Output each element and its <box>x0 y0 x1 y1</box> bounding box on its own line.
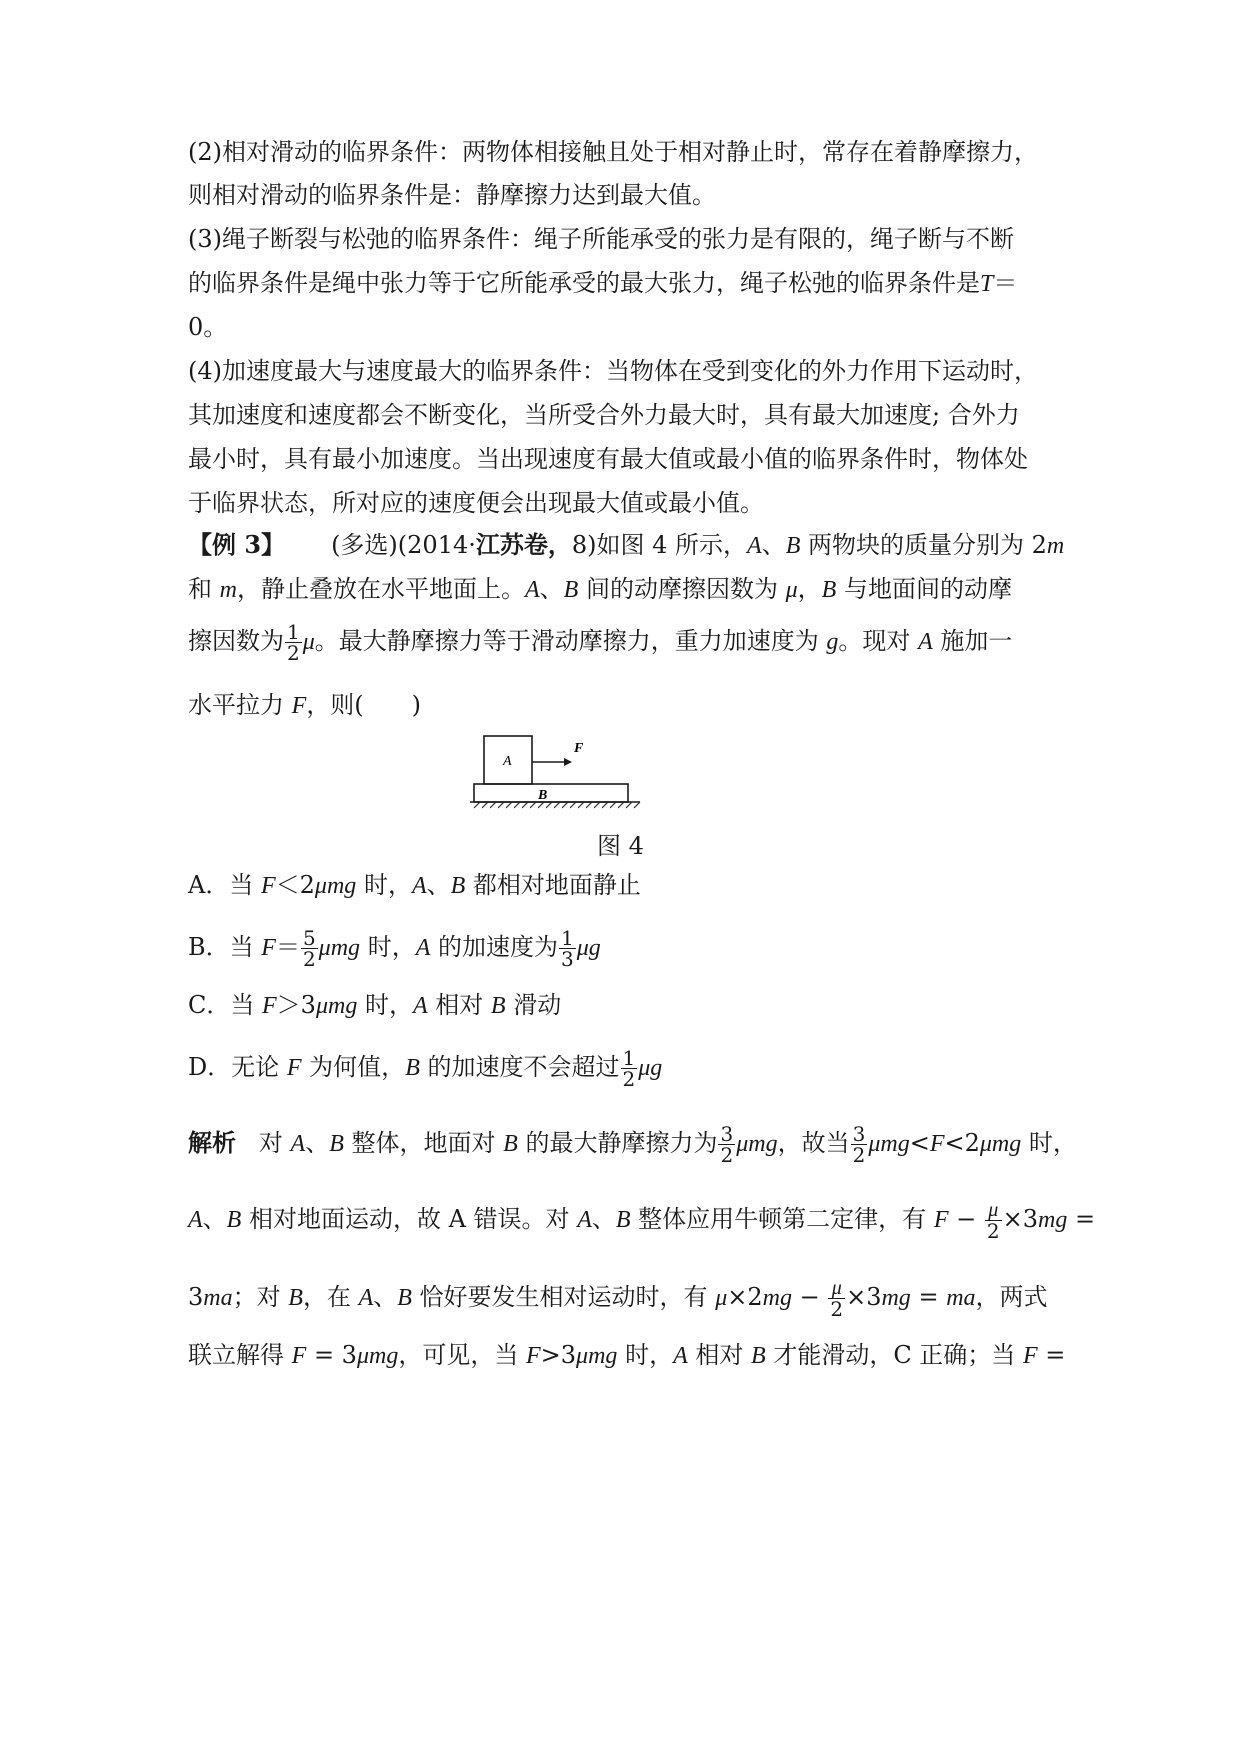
option-a: A．当 F＜2μmg 时，A、B 都相对地面静止 <box>188 871 641 899</box>
ground-hatching <box>474 802 640 808</box>
fraction-five-halves: $\frac{5}{2}$ <box>302 926 316 971</box>
option-c: C．当 F＞3μmg 时，A 相对 B 滑动 <box>188 991 562 1019</box>
para-3-line-3: 0。 <box>188 313 228 341</box>
analysis-line-2: A、B 相对地面运动，故 A 错误。对 A、B 整体应用牛顿第二定律，有 F − $\frac{\mu}{2}$ ×3mg = <box>188 1199 1096 1243</box>
example-line-3: 擦因数为 $\frac{1}{2}$ μ。最大静摩擦力等于滑动摩擦力，重力加速度为 g。现对 A 施加一 <box>188 620 1013 665</box>
force-arrow-head <box>564 758 572 766</box>
example-label: 【例 3】 <box>188 530 286 559</box>
analysis-line-3: 3ma；对 B，在 A、B 恰好要发生相对运动时，有 μ×2mg − $\frac{\mu}{2}$ ×3mg = ma，两式 <box>188 1277 1048 1321</box>
example-line-1: 【例 3】 (多选)(2014·江苏卷，8)如图 4 所示，A、B 两物块的质量分别为 2m <box>188 530 1065 559</box>
fraction-one-half: $\frac{1}{2}$ <box>287 620 300 665</box>
force-label: F <box>574 741 584 756</box>
analysis-line-1: 解析 对 A、B 整体，地面对 B 的最大静摩擦力为 $\frac{3}{2}$ μmg，故当 $\frac{3}{2}$ μmg<F<2μmg 时， <box>188 1122 1077 1167</box>
fraction-one-third: $\frac{1}{3}$ <box>561 926 574 971</box>
example-line-2: 和 m，静止叠放在水平地面上。A、B 间的动摩擦因数为 μ，B 与地面间的动摩 <box>188 575 1012 603</box>
analysis-line-4: 联立解得 F = 3μmg，可见，当 F>3μmg 时，A 相对 B 才能滑动，C 正确；当 F = <box>188 1341 1066 1369</box>
para-4-line-2: 其加速度和速度都会不断变化，当所受合外力最大时，具有最大加速度; 合外力 <box>188 401 1020 429</box>
para-3-line-1: (3)绳子断裂与松弛的临界条件：绳子所能承受的张力是有限的，绳子断与不断 <box>188 225 1014 253</box>
figure-caption: 图 4 <box>597 832 644 860</box>
figure-blocks-diagram <box>470 730 650 810</box>
block-b <box>474 784 628 802</box>
analysis-label: 解析 <box>188 1128 236 1157</box>
para-4-line-1: (4)加速度最大与速度最大的临界条件：当物体在受到变化的外力作用下运动时， <box>188 357 1038 385</box>
para-2-line-2: 则相对滑动的临界条件是：静摩擦力达到最大值。 <box>188 181 716 209</box>
fraction-one-half-d: $\frac{1}{2}$ <box>622 1046 636 1091</box>
para-2-line-1: (2)相对滑动的临界条件：两物体相接触且处于相对静止时，常存在着静摩擦力， <box>188 138 1038 166</box>
option-b: B．当 F＝ $\frac{5}{2}$ μmg 时，A 的加速度为 $\frac{1}{3}$ μg <box>188 926 601 971</box>
para-4-line-4: 于临界状态，所对应的速度便会出现最大值或最小值。 <box>188 489 764 517</box>
block-b-label: B <box>538 788 548 803</box>
para-3-line-2: 的临界条件是绳中张力等于它所能承受的最大张力，绳子松弛的临界条件是T＝ <box>188 269 1018 297</box>
example-line-4: 水平拉力 F，则( ) <box>188 691 422 719</box>
option-d: D．无论 F 为何值，B 的加速度不会超过 $\frac{1}{2}$ μg <box>188 1046 663 1091</box>
para-4-line-3: 最小时，具有最小加速度。当出现速度有最大值或最小值的临界条件时，物体处 <box>188 445 1028 473</box>
block-a-label: A <box>503 754 512 769</box>
